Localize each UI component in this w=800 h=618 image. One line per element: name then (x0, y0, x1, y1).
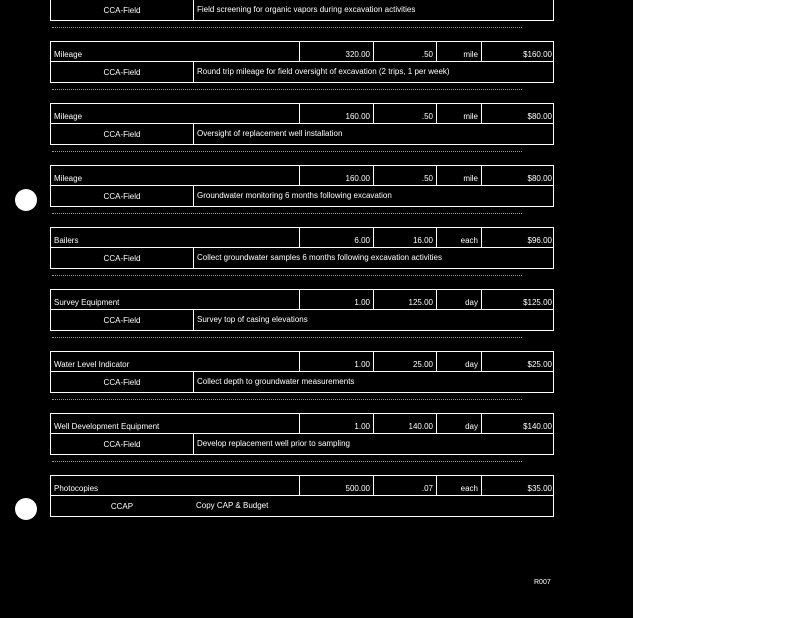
item-quantity: 1.00 (299, 414, 373, 433)
task-code: CCA-Field (103, 191, 141, 201)
task-description: Field screening for organic vapors during excavation activities (193, 0, 555, 20)
description-row (50, 248, 554, 269)
item-unit: each (436, 228, 481, 247)
item-quantity: 320.00 (299, 42, 373, 61)
item-unit: day (436, 352, 481, 371)
task-description: Collect depth to groundwater measurements (193, 372, 555, 392)
item-name: Bailers (54, 236, 79, 245)
item-unit: mile (436, 166, 481, 185)
item-amount: $140.00 (481, 414, 555, 433)
item-name: Survey Equipment (54, 298, 120, 307)
task-description: Round trip mileage for field oversight of excavation (2 trips, 1 per week) (193, 62, 555, 82)
line-item (50, 351, 554, 393)
item-unit: day (436, 414, 481, 433)
expense-row (50, 165, 554, 186)
item-unit: each (436, 476, 481, 495)
task-code: CCA-Field (103, 315, 141, 325)
task-code: CCA-Field (103, 5, 141, 15)
task-code: CCA-Field (103, 439, 141, 449)
expense-row (50, 41, 554, 62)
line-item (50, 41, 554, 83)
item-rate: 125.00 (373, 290, 436, 309)
item-quantity: 500.00 (299, 476, 373, 495)
description-row (50, 124, 554, 145)
line-item (50, 103, 554, 145)
scan-noise (52, 27, 522, 29)
line-item (50, 165, 554, 207)
task-code: CCA-Field (103, 253, 141, 263)
item-rate: .50 (373, 42, 436, 61)
task-description: Groundwater monitoring 6 months following excavation (193, 186, 555, 206)
description-row (50, 434, 554, 455)
item-amount: $25.00 (481, 352, 555, 371)
scan-noise (52, 399, 522, 401)
task-description: Survey top of casing elevations (193, 310, 555, 330)
page-mark: R007 (534, 579, 551, 586)
scan-noise (52, 151, 522, 153)
description-row (50, 0, 554, 21)
line-item (50, 413, 554, 455)
item-rate: 25.00 (373, 352, 436, 371)
item-quantity: 6.00 (299, 228, 373, 247)
item-name: Photocopies (54, 484, 99, 493)
item-rate: 140.00 (373, 414, 436, 433)
item-name: Well Development Equipment (54, 422, 160, 431)
task-description: Copy CAP & Budget (196, 500, 269, 510)
binder-hole (15, 189, 37, 211)
task-code: CCA-Field (103, 377, 141, 387)
item-unit: day (436, 290, 481, 309)
binder-hole (15, 498, 37, 520)
item-rate: .50 (373, 166, 436, 185)
item-name: Mileage (54, 112, 83, 121)
expense-row (50, 475, 554, 496)
item-name: Water Level Indicator (54, 360, 130, 369)
expense-row (50, 227, 554, 248)
item-amount: $125.00 (481, 290, 555, 309)
item-unit: mile (436, 42, 481, 61)
task-code: CCA-Field (103, 67, 141, 77)
item-amount: $80.00 (481, 166, 555, 185)
task-code: CCAP (110, 501, 134, 511)
item-amount: $160.00 (481, 42, 555, 61)
task-description: Collect groundwater samples 6 months following excavation activities (193, 248, 555, 268)
item-unit: mile (436, 104, 481, 123)
expense-row (50, 351, 554, 372)
item-rate: 16.00 (373, 228, 436, 247)
item-quantity: 1.00 (299, 290, 373, 309)
line-item (50, 475, 554, 517)
description-row (50, 186, 554, 207)
scan-noise (52, 89, 522, 91)
scan-noise (52, 461, 522, 463)
scan-noise (52, 337, 522, 339)
item-rate: .50 (373, 104, 436, 123)
description-row (50, 62, 554, 83)
expense-row (50, 289, 554, 310)
expense-row (50, 103, 554, 124)
expense-row (50, 413, 554, 434)
item-quantity: 160.00 (299, 166, 373, 185)
scan-noise (52, 213, 522, 215)
item-quantity: 160.00 (299, 104, 373, 123)
task-description: Oversight of replacement well installation (193, 124, 555, 144)
item-name: Mileage (54, 50, 83, 59)
line-item (50, 0, 554, 21)
task-code: CCA-Field (103, 129, 141, 139)
description-row (50, 372, 554, 393)
item-amount: $35.00 (481, 476, 555, 495)
item-quantity: 1.00 (299, 352, 373, 371)
description-row (50, 496, 554, 517)
description-row (50, 310, 554, 331)
task-description: Develop replacement well prior to sampling (193, 434, 555, 454)
item-name: Mileage (54, 174, 83, 183)
item-rate: .07 (373, 476, 436, 495)
line-item (50, 289, 554, 331)
scan-noise (52, 275, 522, 277)
item-amount: $80.00 (481, 104, 555, 123)
line-item (50, 227, 554, 269)
item-amount: $96.00 (481, 228, 555, 247)
